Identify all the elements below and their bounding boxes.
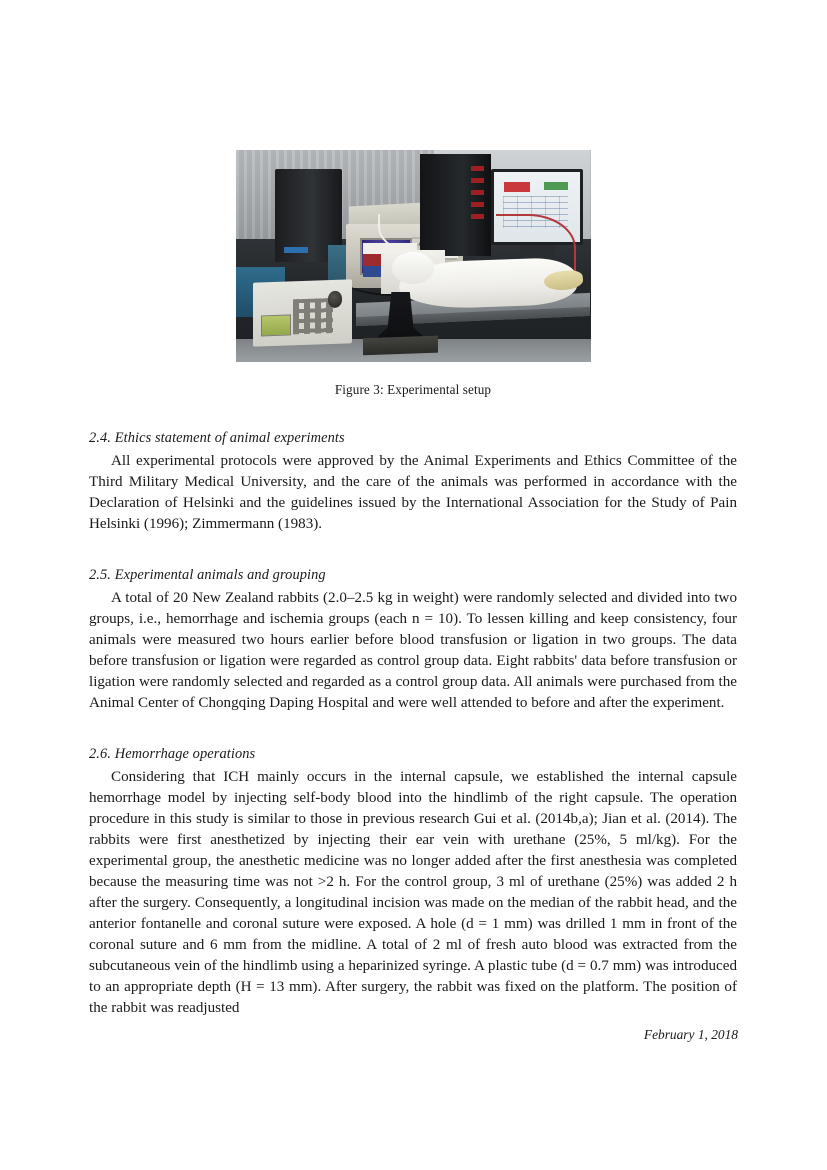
section-title-2-4: Ethics statement of animal experiments bbox=[114, 430, 345, 446]
keypad-dial bbox=[328, 291, 343, 308]
rabbit-head bbox=[392, 252, 435, 284]
footer-date: February 1, 2018 bbox=[643, 1027, 738, 1042]
section-heading-2-5 bbox=[89, 567, 737, 584]
section-number-2-6: 2.6. bbox=[89, 746, 111, 762]
section-number-2-4: 2.4. bbox=[89, 430, 111, 446]
section-paragraph-2-4: All experimental protocols were approved by the Animal Experiments and Ethics Committee of the Third Military Medical University, and the care of the animals was performed in accordance with the Declaration of Helsinki and the guidelines issued by the International Association for the Study of Pain Helsinki (1996); Zimmermann (1983). bbox=[89, 453, 737, 532]
figure-3-block bbox=[89, 150, 737, 398]
clamp-base bbox=[363, 335, 438, 355]
page-content bbox=[89, 150, 737, 1019]
keypad-controller bbox=[253, 280, 352, 347]
section-paragraph-2-5: A total of 20 New Zealand rabbits (2.0–2.5 kg in weight) were randomly selected and divided into two groups, i.e., hemorrhage and ischemia groups (each n = 10). To lessen killing and keep consistency, four animals were measured two hours earlier before blood transfusion or ligation in two groups. The data before transfusion or ligation were regarded as control group data. Eight rabbits' data before transfusion or ligation were randomly selected and regarded as a control group data. All animals were purchased from the Animal Center of Chongqing Daping Hospital and were well attended to before and after the experiment. bbox=[89, 590, 737, 711]
section-title-2-6: Hemorrhage operations bbox=[114, 746, 256, 762]
section-heading-2-6 bbox=[89, 746, 737, 763]
experimental-setup-photo bbox=[236, 150, 591, 362]
keypad-keys bbox=[293, 298, 333, 334]
keypad-lcd bbox=[261, 315, 291, 337]
section-number-2-5: 2.5. bbox=[89, 567, 111, 583]
section-paragraph-2-6: Considering that ICH mainly occurs in the internal capsule, we established the internal capsule hemorrhage model by injecting self-body blood into the hindlimb of the right capsule. The operation procedure in this study is similar to those in previous research Gui et al. (2014b,a); Jian et al. (2014). The rabbits were first anesthetized by injecting their ear vein with urethane (25%, 5 ml/kg). For the experimental group, the anesthetic medicine was no longer added after the first anesthesia was completed because the measuring time was not >2 h. For the control group, 3 ml of urethane (25%) was added 2 h after the surgery. Consequently, a longitudinal incision was made on the median of the rabbit head, and the anterior fontanelle and coronal suture were exposed. A hole (d = 1 mm) was drilled 1 mm in front of the coronal suture and 6 mm from the midline. A total of 2 ml of fresh auto blood was extracted from the subcutaneous vein of the hindlimb using a heparinized syringe. A plastic tube (d = 0.7 mm) was introduced to an appropriate depth (H = 13 mm). After surgery, the rabbit was fixed on the platform. The position of the rabbit was readjusted bbox=[89, 769, 737, 1016]
section-title-2-5: Experimental animals and grouping bbox=[114, 567, 326, 583]
figure-caption: Figure 3: Experimental setup bbox=[334, 382, 492, 397]
section-heading-2-4 bbox=[89, 430, 737, 447]
